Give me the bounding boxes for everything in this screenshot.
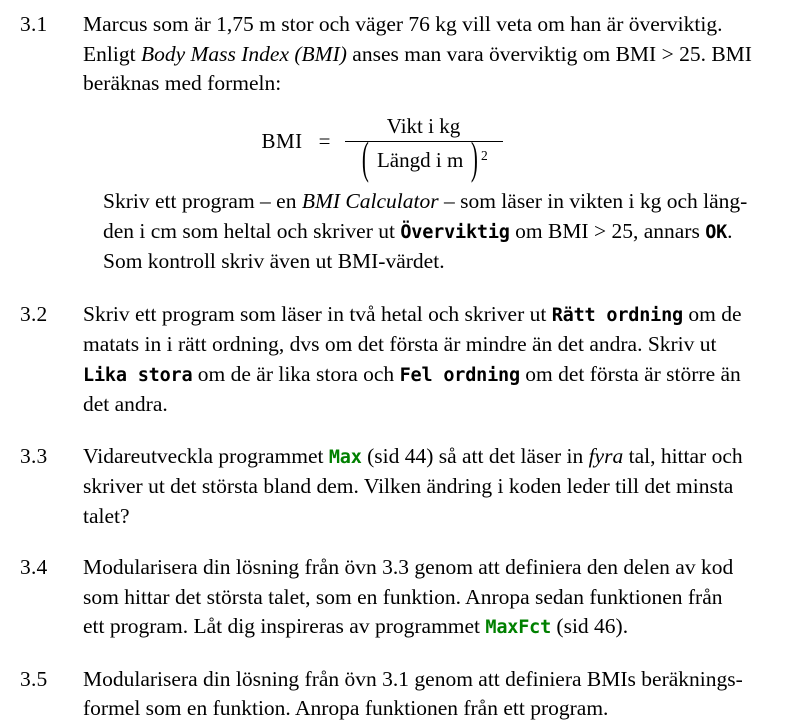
exercise-text [83, 553, 780, 643]
line-text: Modularisera din lösning från övn 3.3 genom att definiera den delen av kod [83, 555, 734, 580]
close-paren-glyph: ) [471, 134, 479, 185]
text-line [83, 300, 780, 331]
line-text: skriver ut det största bland dem. Vilken ändring i koden leder till det minsta [83, 474, 734, 499]
text-line [83, 665, 780, 695]
open-paren-glyph: ( [362, 134, 370, 185]
text-line [83, 390, 780, 420]
formula-denominator: Längd i m [376, 148, 464, 173]
exercise-text [83, 300, 780, 420]
text-line [83, 10, 780, 40]
exercise-number: 3.3 [20, 443, 48, 468]
line-text: om de är lika stora och [192, 361, 400, 386]
line-text: Marcus som är 1,75 m stor och väger 76 kg vill veta om han är överviktig. [83, 12, 723, 36]
text-line [83, 472, 780, 502]
text-line [83, 330, 780, 360]
exercise-3-5 [20, 665, 780, 724]
line-text: talet? [83, 503, 130, 528]
line-text: Enligt [83, 41, 141, 66]
line-text: tal, hittar och [623, 443, 743, 468]
spacer [20, 420, 780, 442]
formula-numerator: Vikt i kg [386, 113, 461, 138]
spacer [20, 531, 780, 553]
bmi-formula-block [2, 113, 762, 185]
line-text: som hittar det största talet, som en funktion. Anropa sedan funktionen från [83, 584, 723, 609]
exercise-3-3 [20, 442, 780, 532]
code-term-fel-ordning: Fel ordning [399, 364, 520, 386]
exercise-number: 3.4 [20, 555, 48, 580]
exercise-number: 3.5 [20, 666, 48, 691]
exercise-text [83, 442, 780, 532]
exercise-number: 3.2 [20, 301, 48, 326]
italic-term-bmi: Body Mass Index (BMI) [140, 41, 347, 66]
code-term-ok: OK [705, 221, 728, 243]
line-text: Skriv ett program – en [103, 189, 302, 214]
spacer [20, 643, 780, 665]
exercise-3-1-continuation [103, 187, 800, 277]
exercise-number: 3.1 [20, 12, 48, 36]
line-text: Vidareutveckla programmet [83, 443, 329, 468]
line-text: matats in i rätt ordning, dvs om det första är mindre än det andra. Skriv ut [83, 332, 717, 357]
line-text: (sid 44) så att det läser in [361, 443, 589, 468]
line-text: . [727, 218, 733, 243]
text-line [103, 247, 800, 277]
formula-denominator-group [358, 134, 488, 185]
line-text: om BMI > 25, annars [509, 218, 706, 243]
text-line [83, 502, 780, 532]
line-text: om det första är större än [519, 361, 741, 386]
italic-term-bmi-calculator: BMI Calculator [301, 189, 439, 214]
line-text: beräknas med formeln: [83, 71, 282, 95]
line-text: formel som en funktion. Anropa funktionen från ett program. [83, 696, 609, 721]
code-term-max: Max [328, 446, 362, 468]
spacer [20, 277, 780, 300]
exercise-3-2 [20, 300, 780, 420]
line-text: Som kontroll skriv även ut BMI-värdet. [103, 249, 445, 274]
code-term-lika-stora: Lika stora [83, 364, 193, 386]
text-line [83, 553, 780, 583]
exercise-text [83, 665, 780, 724]
formula-lhs: BMI [261, 129, 303, 154]
text-line [83, 442, 780, 473]
code-term-overviktig: Överviktig [400, 221, 510, 243]
text-line [83, 612, 780, 643]
line-text: Modularisera din lösning från övn 3.1 genom att definiera BMIs beräknings- [83, 666, 743, 691]
formula-equals-sign: = [318, 129, 331, 154]
code-term-ratt-ordning: Rätt ordning [551, 304, 683, 326]
exercise-text [83, 10, 780, 99]
text-line [83, 360, 780, 391]
bmi-formula [261, 113, 502, 185]
line-text: anses man vara överviktig om BMI > 25. BMI [346, 41, 752, 66]
line-text: (sid 46). [551, 614, 629, 639]
text-line [83, 694, 780, 724]
text-line [103, 217, 800, 248]
formula-fraction [345, 113, 503, 185]
line-text: den i cm som heltal och skriver ut [103, 218, 401, 243]
line-text: – som läser in vikten i kg och läng- [438, 189, 748, 214]
line-text: Skriv ett program som läser in två hetal och skriver ut [83, 301, 552, 326]
line-text: ett program. Låt dig inspireras av programmet [83, 614, 486, 639]
exercise-3-1 [20, 10, 780, 99]
formula-exponent: 2 [480, 148, 488, 164]
line-text: om de [682, 301, 742, 326]
line-text: det andra. [83, 392, 168, 417]
text-line [83, 40, 780, 70]
italic-term-fyra: fyra [588, 443, 624, 468]
exercise-3-4 [20, 553, 780, 643]
text-line [83, 69, 780, 99]
code-term-maxfct: MaxFct [485, 617, 552, 639]
text-line [83, 583, 780, 613]
text-line [103, 187, 800, 217]
